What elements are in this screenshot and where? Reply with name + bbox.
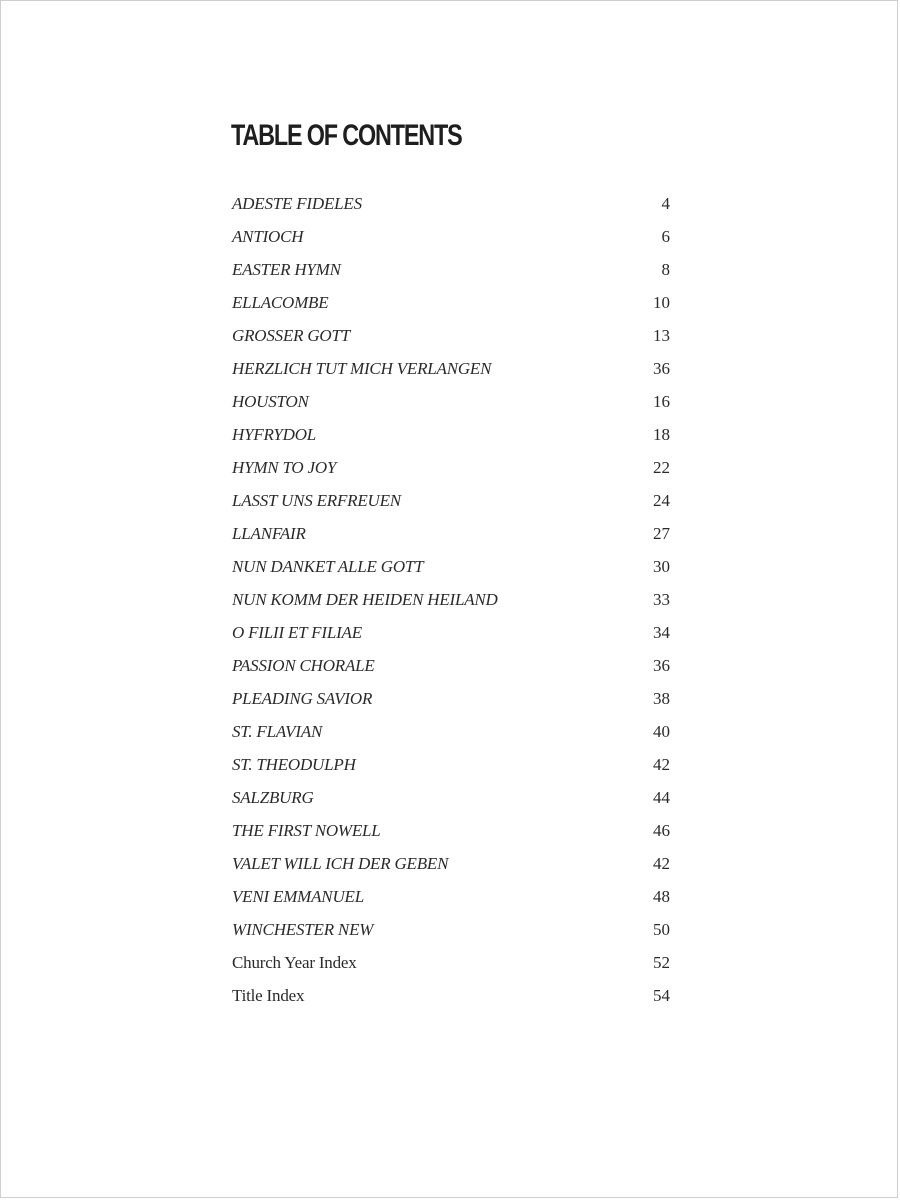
toc-entry-title: NUN KOMM DER HEIDEN HEILAND xyxy=(232,590,498,609)
toc-entry-page-number: 16 xyxy=(653,392,670,411)
toc-entry xyxy=(232,583,670,616)
toc-entry-page-number: 52 xyxy=(653,953,670,972)
toc-entry xyxy=(232,187,670,220)
toc-entry-page-number: 44 xyxy=(653,788,670,807)
toc-entry-page-number: 38 xyxy=(653,689,670,708)
toc-entry xyxy=(232,748,670,781)
toc-entry-page-number: 42 xyxy=(653,854,670,873)
toc-entry xyxy=(232,649,670,682)
toc-entry xyxy=(232,913,670,946)
toc-entry-title: Title Index xyxy=(232,986,305,1005)
toc-entry-page-number: 6 xyxy=(661,227,670,246)
toc-entry xyxy=(232,352,670,385)
toc-entry-page-number: 22 xyxy=(653,458,670,477)
toc-entry-page-number: 54 xyxy=(653,986,670,1005)
toc-entry-title: ELLACOMBE xyxy=(232,293,329,312)
page-title: TABLE OF CONTENTS xyxy=(231,119,462,152)
toc-entry xyxy=(232,715,670,748)
toc-entry xyxy=(232,451,670,484)
toc-entry-title: NUN DANKET ALLE GOTT xyxy=(232,557,424,576)
toc-entry xyxy=(232,781,670,814)
toc-entry-title: PLEADING SAVIOR xyxy=(232,689,373,708)
toc-entry-page-number: 48 xyxy=(653,887,670,906)
toc-entry-page-number: 50 xyxy=(653,920,670,939)
toc-entry-page-number: 4 xyxy=(661,194,670,213)
toc-entry-title: WINCHESTER NEW xyxy=(232,920,374,939)
toc-entry-title: LLANFAIR xyxy=(232,524,306,543)
toc-entry-page-number: 46 xyxy=(653,821,670,840)
toc-entry-title: VALET WILL ICH DER GEBEN xyxy=(232,854,449,873)
toc-entry-title: PASSION CHORALE xyxy=(232,656,375,675)
toc-entry-title: VENI EMMANUEL xyxy=(232,887,364,906)
toc-entry xyxy=(232,385,670,418)
toc-entry-title: O FILII ET FILIAE xyxy=(232,623,362,642)
toc-entry-title: GROSSER GOTT xyxy=(232,326,351,345)
toc-entry-title: HOUSTON xyxy=(232,392,309,411)
toc-entry-page-number: 30 xyxy=(653,557,670,576)
toc-entry-page-number: 24 xyxy=(653,491,670,510)
toc-entry xyxy=(232,682,670,715)
toc-entry xyxy=(232,484,670,517)
toc-entry xyxy=(232,979,670,1012)
toc-entry xyxy=(232,253,670,286)
toc-entry xyxy=(232,880,670,913)
toc-entry xyxy=(232,319,670,352)
toc-entry-page-number: 36 xyxy=(653,359,670,378)
toc-entry-title: LASST UNS ERFREUEN xyxy=(232,491,401,510)
toc-entry xyxy=(232,946,670,979)
toc-entry-title: ST. THEODULPH xyxy=(232,755,356,774)
toc-entry-title: EASTER HYMN xyxy=(232,260,341,279)
toc-entry-title: Church Year Index xyxy=(232,953,357,972)
toc-entry-page-number: 40 xyxy=(653,722,670,741)
toc-entry-page-number: 36 xyxy=(653,656,670,675)
toc-entry-title: ANTIOCH xyxy=(232,227,304,246)
toc-entry xyxy=(232,286,670,319)
toc-entry xyxy=(232,616,670,649)
toc-entry-title: ADESTE FIDELES xyxy=(232,194,362,213)
toc-entry-title: ST. FLAVIAN xyxy=(232,722,323,741)
toc-list xyxy=(232,187,670,1012)
toc-entry-page-number: 8 xyxy=(661,260,670,279)
toc-entry xyxy=(232,847,670,880)
toc-entry-page-number: 33 xyxy=(653,590,670,609)
toc-entry-title: HYFRYDOL xyxy=(232,425,317,444)
toc-entry xyxy=(232,220,670,253)
toc-entry-page-number: 42 xyxy=(653,755,670,774)
toc-entry-title: HYMN TO JOY xyxy=(232,458,337,477)
toc-entry xyxy=(232,814,670,847)
toc-entry-page-number: 10 xyxy=(653,293,670,312)
toc-entry-page-number: 27 xyxy=(653,524,670,543)
toc-entry-title: THE FIRST NOWELL xyxy=(232,821,381,840)
toc-entry xyxy=(232,550,670,583)
toc-entry xyxy=(232,418,670,451)
toc-entry xyxy=(232,517,670,550)
toc-entry-title: HERZLICH TUT MICH VERLANGEN xyxy=(232,359,492,378)
toc-entry-page-number: 18 xyxy=(653,425,670,444)
toc-entry-page-number: 13 xyxy=(653,326,670,345)
toc-entry-title: SALZBURG xyxy=(232,788,314,807)
toc-entry-page-number: 34 xyxy=(653,623,670,642)
